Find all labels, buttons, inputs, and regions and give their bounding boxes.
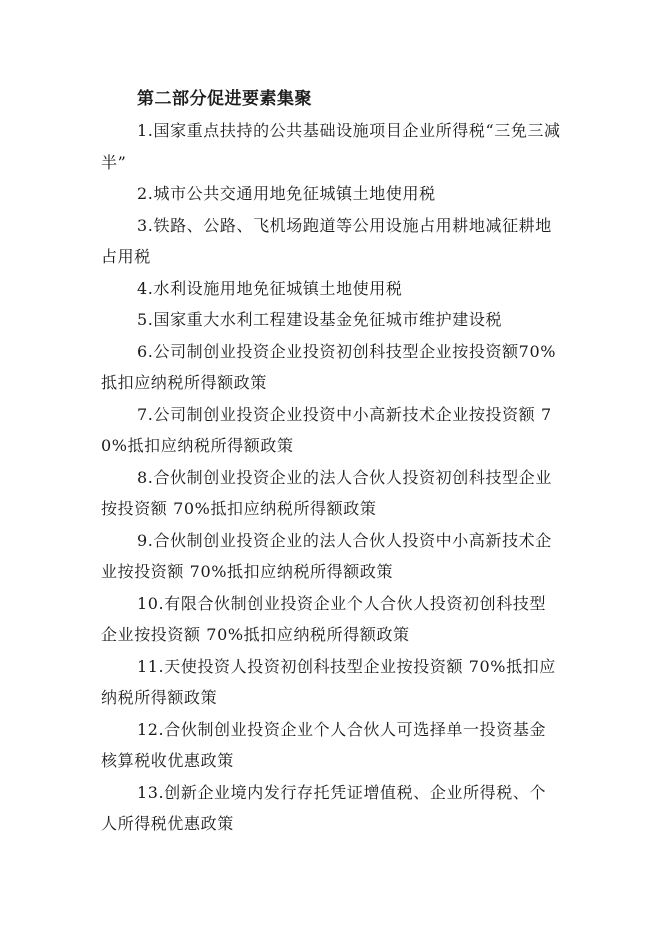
policy-item-8: 8.合伙制创业投资企业的法人合伙人投资初创科技型企业按投资额 70%抵扣应纳税所得额政策 bbox=[101, 467, 552, 518]
policy-item-3: 3.铁路、公路、飞机场跑道等公用设施占用耕地减征耕地占用税 bbox=[101, 215, 552, 266]
section-heading: 第二部分促进要素集聚 bbox=[137, 89, 312, 109]
policy-item-7: 7.公司制创业投资企业投资中小高新技术企业按投资额 70%抵扣应纳税所得额政策 bbox=[101, 404, 552, 455]
policy-item-12: 12.合伙制创业投资企业个人合伙人可选择单一投资基金核算税收优惠政策 bbox=[101, 719, 547, 770]
policy-item-5: 5.国家重大水利工程建设基金免征城市维护建设税 bbox=[137, 310, 503, 329]
policy-item-9: 9.合伙制创业投资企业的法人合伙人投资中小高新技术企业按投资额 70%抵扣应纳税所得额政策 bbox=[101, 530, 552, 581]
policy-list bbox=[101, 115, 561, 840]
policy-item-10: 10.有限合伙制创业投资企业个人合伙人投资初创科技型企业按投资额 70%抵扣应纳税所得额政策 bbox=[101, 593, 547, 644]
policy-item-13: 13.创新企业境内发行存托凭证增值税、企业所得税、个人所得税优惠政策 bbox=[101, 782, 547, 833]
policy-item-2: 2.城市公共交通用地免征城镇土地使用税 bbox=[137, 184, 436, 203]
policy-item-6: 6.公司制创业投资企业投资初创科技型企业按投资额70%抵扣应纳税所得额政策 bbox=[101, 341, 557, 392]
policy-item-4: 4.水利设施用地免征城镇土地使用税 bbox=[137, 278, 403, 298]
policy-item-11: 11.天使投资人投资初创科技型企业按投资额 70%抵扣应纳税所得额政策 bbox=[101, 656, 556, 707]
policy-item-1: 1.国家重点扶持的公共基础设施项目企业所得税“三免三减半” bbox=[101, 121, 561, 172]
